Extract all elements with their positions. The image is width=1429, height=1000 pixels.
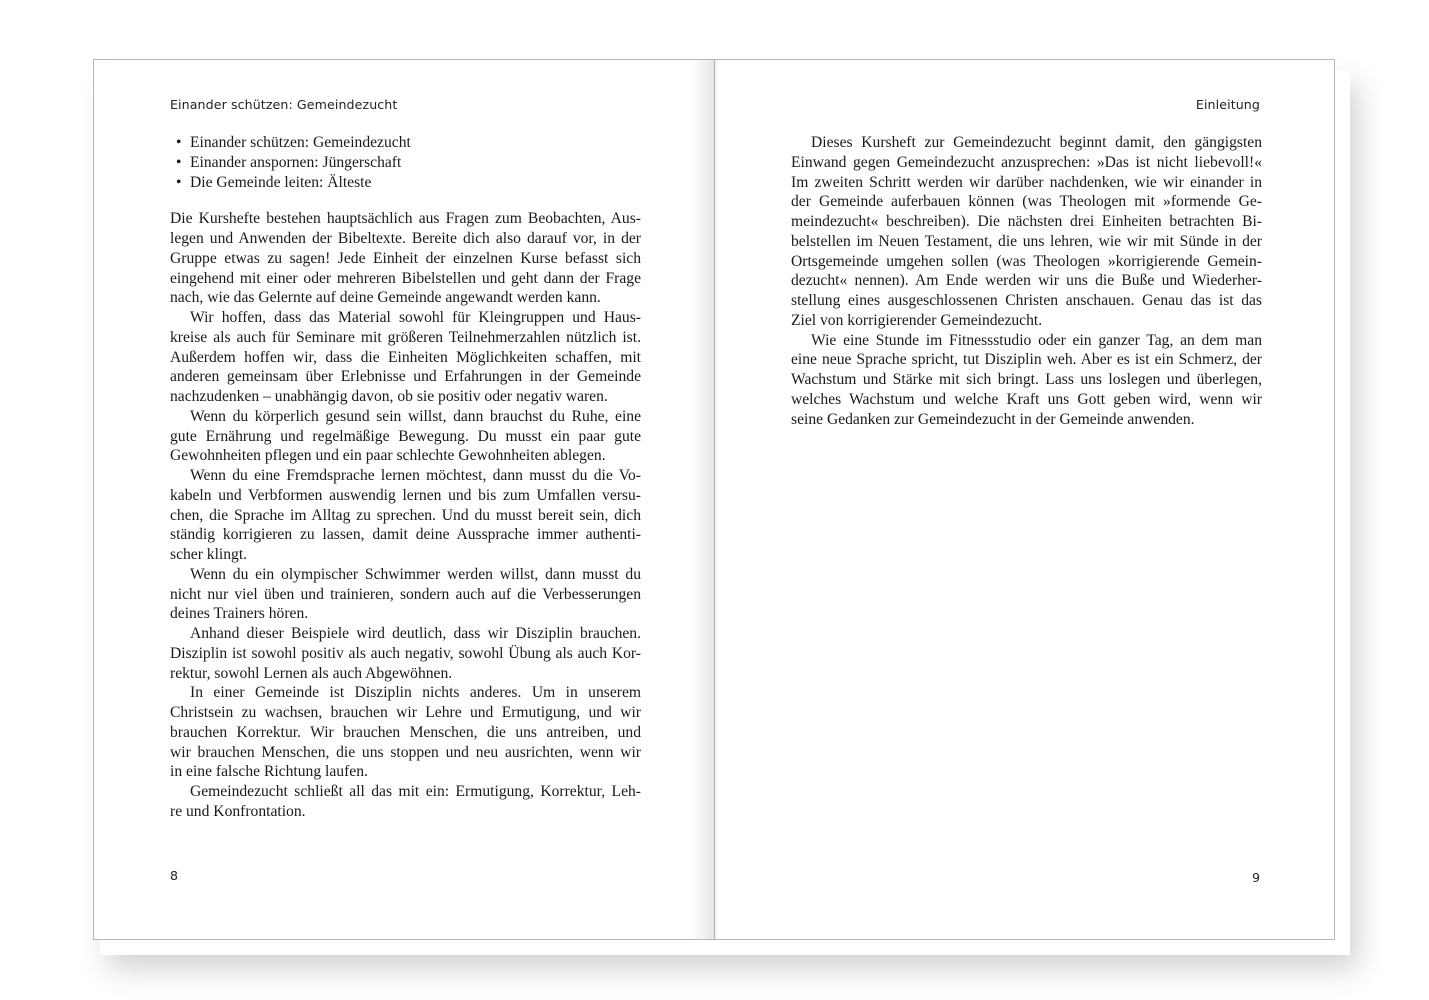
text-line: rektur, sowohl Lernen als auch Abgewöhnen. <box>170 664 453 682</box>
text-line: wir brauchen Menschen, die uns stoppen und neu ausrichten, wenn wir <box>170 743 641 761</box>
course-list-item: • Einander schützen: Gemeindezucht <box>176 134 411 151</box>
text-line: Gruppe etwas zu sagen! Jede Einheit der einzelnen Kurse befasst sich <box>170 249 641 267</box>
paragraph <box>170 782 641 822</box>
text-line: Wir hoffen, dass das Material sowohl für Kleingruppen und Haus- <box>190 309 641 326</box>
course-list-item: • Die Gemeinde leiten: Älteste <box>176 173 372 191</box>
paragraph <box>791 331 1262 430</box>
text-line: meindezucht« beschreiben). Die nächsten drei Einheiten betrachten Bi- <box>791 213 1262 230</box>
left-page <box>93 59 715 940</box>
text-line: Außerdem hoffen wir, dass die Einheiten Möglichkeiten schaffen, mit <box>170 348 641 366</box>
running-head-right: Einleitung <box>1195 97 1260 112</box>
text-line: In einer Gemeinde ist Disziplin nichts anderes. Um in unserem <box>190 684 641 702</box>
text-line: Wie eine Stunde im Fitnessstudio oder ein ganzer Tag, an dem man <box>811 331 1262 349</box>
text-line: chen, die Sprache im Alltag zu sprechen. Und du musst bereit sein, dich <box>170 506 641 524</box>
text-line: nachzudenken – unabhängig davon, ob sie positiv oder negativ waren. <box>170 388 608 405</box>
text-line: Disziplin ist sowohl positiv als auch negativ, sowohl Übung als auch Kor- <box>170 644 641 662</box>
text-line: Wachstum und Stärke mit sich bringt. Lass uns loslegen und überlegen, <box>791 371 1262 388</box>
text-line: deines Trainers hören. <box>170 605 309 623</box>
text-line: nach, wie das Gelernte auf deine Gemeinde angewandt werden kann. <box>170 289 601 307</box>
paragraph <box>170 407 641 466</box>
paragraph <box>170 683 641 782</box>
text-line: Anhand dieser Beispiele wird deutlich, dass wir Disziplin brauchen. <box>190 625 641 642</box>
text-line: scher klingt. <box>170 546 248 563</box>
bullet-icon: • <box>176 173 182 191</box>
text-line: brauchen Korrektur. Wir brauchen Menschen, die uns antreiben, und <box>170 723 641 741</box>
text-line: belstellen im Neuen Testament, die uns lehren, wie wir mit Sünde in der <box>791 232 1262 250</box>
text-line: kabeln und Verbformen auswendig lernen und bis zum Umfallen versu- <box>170 486 641 504</box>
text-line: legen und Anwenden der Bibeltexte. Bereite dich also darauf vor, in der <box>170 230 641 247</box>
paragraph <box>170 565 641 624</box>
course-list <box>170 133 641 192</box>
paragraph <box>170 624 641 683</box>
page-number-left: 8 <box>170 868 179 883</box>
text-line: in eine falsche Richtung laufen. <box>170 763 368 781</box>
paragraph <box>170 466 641 565</box>
running-head-left: Einander schützen: Gemeindezucht <box>170 97 398 112</box>
left-text-column <box>170 133 641 822</box>
text-line: Einwand gegen Gemeindezucht anzusprechen: »Das ist nicht liebevoll!« <box>791 153 1262 171</box>
text-line: Gewohnheiten pflegen und ein paar schlechte Gewohnheiten ablegen. <box>170 447 606 465</box>
right-page <box>714 59 1335 940</box>
text-line: Wenn du körperlich gesund sein willst, dann brauchst du Ruhe, eine <box>190 407 641 425</box>
text-line: eine neue Sprache spricht, tut Disziplin weh. Aber es ist ein Schmerz, der <box>791 351 1262 369</box>
paragraph <box>791 133 1262 331</box>
text-line: Wenn du eine Fremdsprache lernen möchtest, dann musst du die Vo- <box>190 467 641 484</box>
paragraph <box>170 308 641 407</box>
text-line: dezucht« nennen). Am Ende werden wir uns die Buße und Wiederher- <box>791 272 1262 290</box>
text-line: re und Konfrontation. <box>170 802 306 820</box>
text-line: Gemeindezucht schließt all das mit ein: Ermutigung, Korrektur, Leh- <box>190 783 641 800</box>
text-line: anderen gemeinsam über Erlebnisse und Erfahrungen in der Gemeinde <box>170 368 641 386</box>
text-line: Wenn du ein olympischer Schwimmer werden willst, dann musst du <box>190 565 641 583</box>
text-line: eingehend mit einer oder mehreren Bibelstellen und geht dann der Frage <box>170 269 641 287</box>
left-body-text <box>170 209 641 821</box>
gutter-shadow <box>691 60 715 939</box>
bullet-icon: • <box>176 153 182 171</box>
text-line: der Gemeinde auferbauen können (was Theologen mit »formende Ge- <box>791 193 1262 211</box>
bullet-icon: • <box>176 134 182 151</box>
text-line: stellung eines ausgeschlossenen Christen anschauen. Genau das ist das <box>791 292 1262 309</box>
text-line: gute Ernährung und regelmäßige Bewegung. Du musst ein paar gute <box>170 427 641 445</box>
right-body-text <box>791 133 1262 429</box>
course-list-item: • Einander anspornen: Jüngerschaft <box>176 153 402 171</box>
text-line: Christsein zu wachsen, brauchen wir Lehre und Ermutigung, und wir <box>170 704 641 721</box>
text-line: Im zweiten Schritt werden wir darüber nachdenken, wie wir einander in <box>791 173 1262 191</box>
text-line: kreise als auch für Seminare mit größeren Teilnehmerzahlen nützlich ist. <box>170 328 641 346</box>
gutter-shadow <box>715 60 719 939</box>
text-line: Ortsgemeinde umgehen sollen (was Theologen »korrigierende Gemein- <box>791 252 1262 270</box>
text-line: ständig korrigieren zu lassen, damit deine Aussprache immer authenti- <box>170 526 641 544</box>
right-text-column <box>791 133 1262 429</box>
text-line: nicht nur viel üben und trainieren, sondern auch auf die Verbesserungen <box>170 585 641 603</box>
text-line: Die Kurshefte bestehen hauptsächlich aus Fragen zum Beobachten, Aus- <box>170 210 641 228</box>
text-line: welches Wachstum und welche Kraft uns Gott geben wird, wenn wir <box>791 390 1262 408</box>
page-number-right: 9 <box>1251 870 1260 885</box>
paragraph <box>170 209 641 308</box>
text-line: seine Gedanken zur Gemeindezucht in der Gemeinde anwenden. <box>791 410 1195 428</box>
text-line: Dieses Kursheft zur Gemeindezucht beginnt damit, den gängigsten <box>811 134 1262 151</box>
text-line: Ziel von korrigierender Gemeindezucht. <box>791 311 1043 329</box>
